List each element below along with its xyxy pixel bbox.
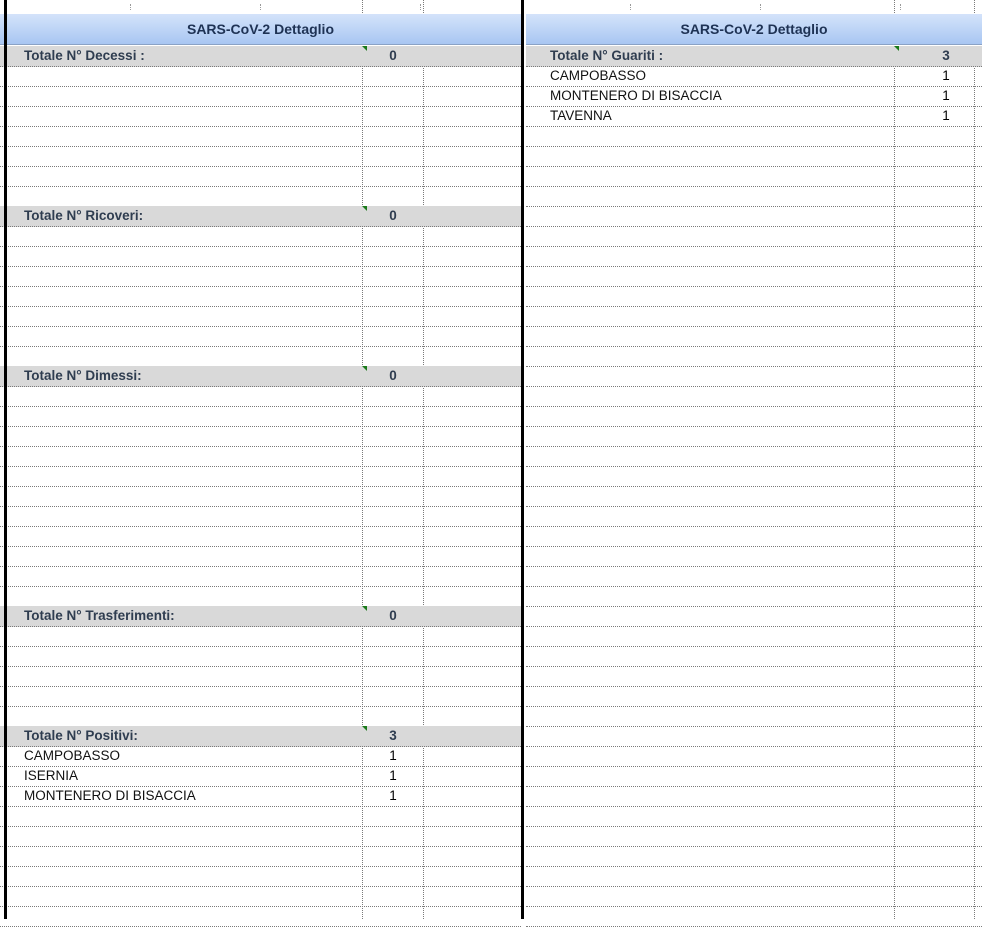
item-name: MONTENERO DI BISACCIA <box>24 788 196 803</box>
empty-row[interactable] <box>0 246 521 267</box>
item-name: CAMPOBASSO <box>550 68 647 83</box>
empty-row[interactable] <box>526 786 982 807</box>
item-count: 1 <box>942 68 950 83</box>
right-panel-title[interactable]: SARS-CoV-2 Dettaglio <box>526 14 982 45</box>
item-count: 1 <box>389 748 397 763</box>
cell-comment-indicator-icon <box>362 726 367 731</box>
empty-row[interactable] <box>526 726 982 747</box>
cell-comment-indicator-icon <box>362 206 367 211</box>
panel-divider <box>521 0 524 919</box>
section-label: Totale N° Guariti : <box>550 48 664 63</box>
empty-row[interactable] <box>526 886 982 907</box>
empty-row[interactable] <box>526 706 982 727</box>
empty-row[interactable] <box>0 466 521 487</box>
empty-row[interactable] <box>0 386 521 407</box>
empty-row[interactable] <box>0 866 521 887</box>
section-total: 0 <box>389 208 397 223</box>
empty-row[interactable] <box>526 146 982 167</box>
empty-row[interactable] <box>0 346 521 367</box>
item-count: 1 <box>389 768 397 783</box>
empty-row[interactable] <box>0 446 521 467</box>
empty-row[interactable] <box>526 246 982 267</box>
empty-row[interactable] <box>0 286 521 307</box>
empty-row[interactable] <box>526 366 982 387</box>
section-header-row[interactable] <box>0 726 521 747</box>
empty-row[interactable] <box>0 826 521 847</box>
empty-row[interactable] <box>0 426 521 447</box>
empty-row[interactable] <box>0 626 521 647</box>
item-count: 1 <box>389 788 397 803</box>
empty-row[interactable] <box>526 766 982 787</box>
empty-row[interactable] <box>526 586 982 607</box>
empty-row[interactable] <box>0 126 521 147</box>
cell-comment-indicator-icon <box>362 366 367 371</box>
item-name: ISERNIA <box>24 768 79 783</box>
section-header-row[interactable] <box>0 206 521 227</box>
empty-row[interactable] <box>0 106 521 127</box>
cell-comment-indicator-icon <box>362 606 367 611</box>
cell-comment-indicator-icon <box>894 46 899 51</box>
cell-comment-indicator-icon <box>362 46 367 51</box>
empty-row[interactable] <box>526 286 982 307</box>
section-label: Totale N° Positivi: <box>24 728 138 743</box>
empty-row[interactable] <box>526 466 982 487</box>
section-total: 0 <box>389 368 397 383</box>
section-total: 0 <box>389 608 397 623</box>
empty-row[interactable] <box>526 626 982 647</box>
empty-row[interactable] <box>526 806 982 827</box>
empty-row[interactable] <box>0 486 521 507</box>
left-border <box>4 0 7 919</box>
empty-row[interactable] <box>526 566 982 587</box>
item-count: 1 <box>942 88 950 103</box>
empty-row[interactable] <box>0 146 521 167</box>
empty-row[interactable] <box>526 326 982 347</box>
empty-row[interactable] <box>0 646 521 667</box>
empty-row[interactable] <box>526 266 982 287</box>
section-header-row[interactable] <box>0 46 521 67</box>
empty-row[interactable] <box>526 126 982 147</box>
empty-row[interactable] <box>0 566 521 587</box>
empty-row[interactable] <box>0 306 521 327</box>
list-item[interactable] <box>526 66 982 87</box>
section-total: 3 <box>942 48 950 63</box>
empty-row[interactable] <box>526 646 982 667</box>
item-name: CAMPOBASSO <box>24 748 121 763</box>
empty-row[interactable] <box>0 526 521 547</box>
empty-row[interactable] <box>526 866 982 887</box>
empty-row[interactable] <box>0 846 521 867</box>
item-count: 1 <box>942 108 950 123</box>
empty-row[interactable] <box>526 606 982 627</box>
empty-row[interactable] <box>526 686 982 707</box>
empty-row[interactable] <box>526 546 982 567</box>
left-panel-title[interactable]: SARS-CoV-2 Dettaglio <box>0 14 521 45</box>
empty-row[interactable] <box>0 166 521 187</box>
section-label: Totale N° Trasferimenti: <box>24 608 175 623</box>
section-total: 0 <box>389 48 397 63</box>
section-header-row[interactable] <box>526 46 982 67</box>
empty-row[interactable] <box>526 526 982 547</box>
empty-row[interactable] <box>0 706 521 727</box>
empty-row[interactable] <box>526 846 982 867</box>
empty-row[interactable] <box>0 586 521 607</box>
empty-row[interactable] <box>526 906 982 927</box>
empty-row[interactable] <box>526 346 982 367</box>
section-total: 3 <box>389 728 397 743</box>
empty-row[interactable] <box>0 666 521 687</box>
empty-row[interactable] <box>526 166 982 187</box>
empty-row[interactable] <box>526 186 982 207</box>
empty-row[interactable] <box>0 406 521 427</box>
empty-row[interactable] <box>0 86 521 107</box>
empty-row[interactable] <box>526 506 982 527</box>
empty-row[interactable] <box>0 886 521 907</box>
empty-row[interactable] <box>0 266 521 287</box>
empty-row[interactable] <box>526 206 982 227</box>
section-header-row[interactable] <box>0 606 521 627</box>
list-item[interactable] <box>0 786 521 807</box>
section-label: Totale N° Decessi : <box>24 48 145 63</box>
empty-row[interactable] <box>0 226 521 247</box>
empty-row[interactable] <box>526 446 982 467</box>
empty-row[interactable] <box>0 326 521 347</box>
empty-row[interactable] <box>0 546 521 567</box>
empty-row[interactable] <box>526 406 982 427</box>
empty-row[interactable] <box>526 746 982 767</box>
list-item[interactable] <box>0 766 521 787</box>
empty-row[interactable] <box>526 826 982 847</box>
empty-row[interactable] <box>526 426 982 447</box>
empty-row[interactable] <box>0 506 521 527</box>
empty-row[interactable] <box>526 666 982 687</box>
right-panel <box>526 0 982 919</box>
empty-row[interactable] <box>526 386 982 407</box>
empty-row[interactable] <box>0 186 521 207</box>
section-label: Totale N° Dimessi: <box>24 368 142 383</box>
section-label: Totale N° Ricoveri: <box>24 208 144 223</box>
empty-row[interactable] <box>526 486 982 507</box>
item-name: MONTENERO DI BISACCIA <box>550 88 722 103</box>
empty-row[interactable] <box>0 806 521 827</box>
list-item[interactable] <box>0 746 521 767</box>
empty-row[interactable] <box>0 906 521 927</box>
empty-row[interactable] <box>526 226 982 247</box>
empty-row[interactable] <box>526 306 982 327</box>
empty-row[interactable] <box>0 686 521 707</box>
list-item[interactable] <box>526 86 982 107</box>
list-item[interactable] <box>526 106 982 127</box>
section-header-row[interactable] <box>0 366 521 387</box>
empty-row[interactable] <box>0 66 521 87</box>
item-name: TAVENNA <box>550 108 612 123</box>
